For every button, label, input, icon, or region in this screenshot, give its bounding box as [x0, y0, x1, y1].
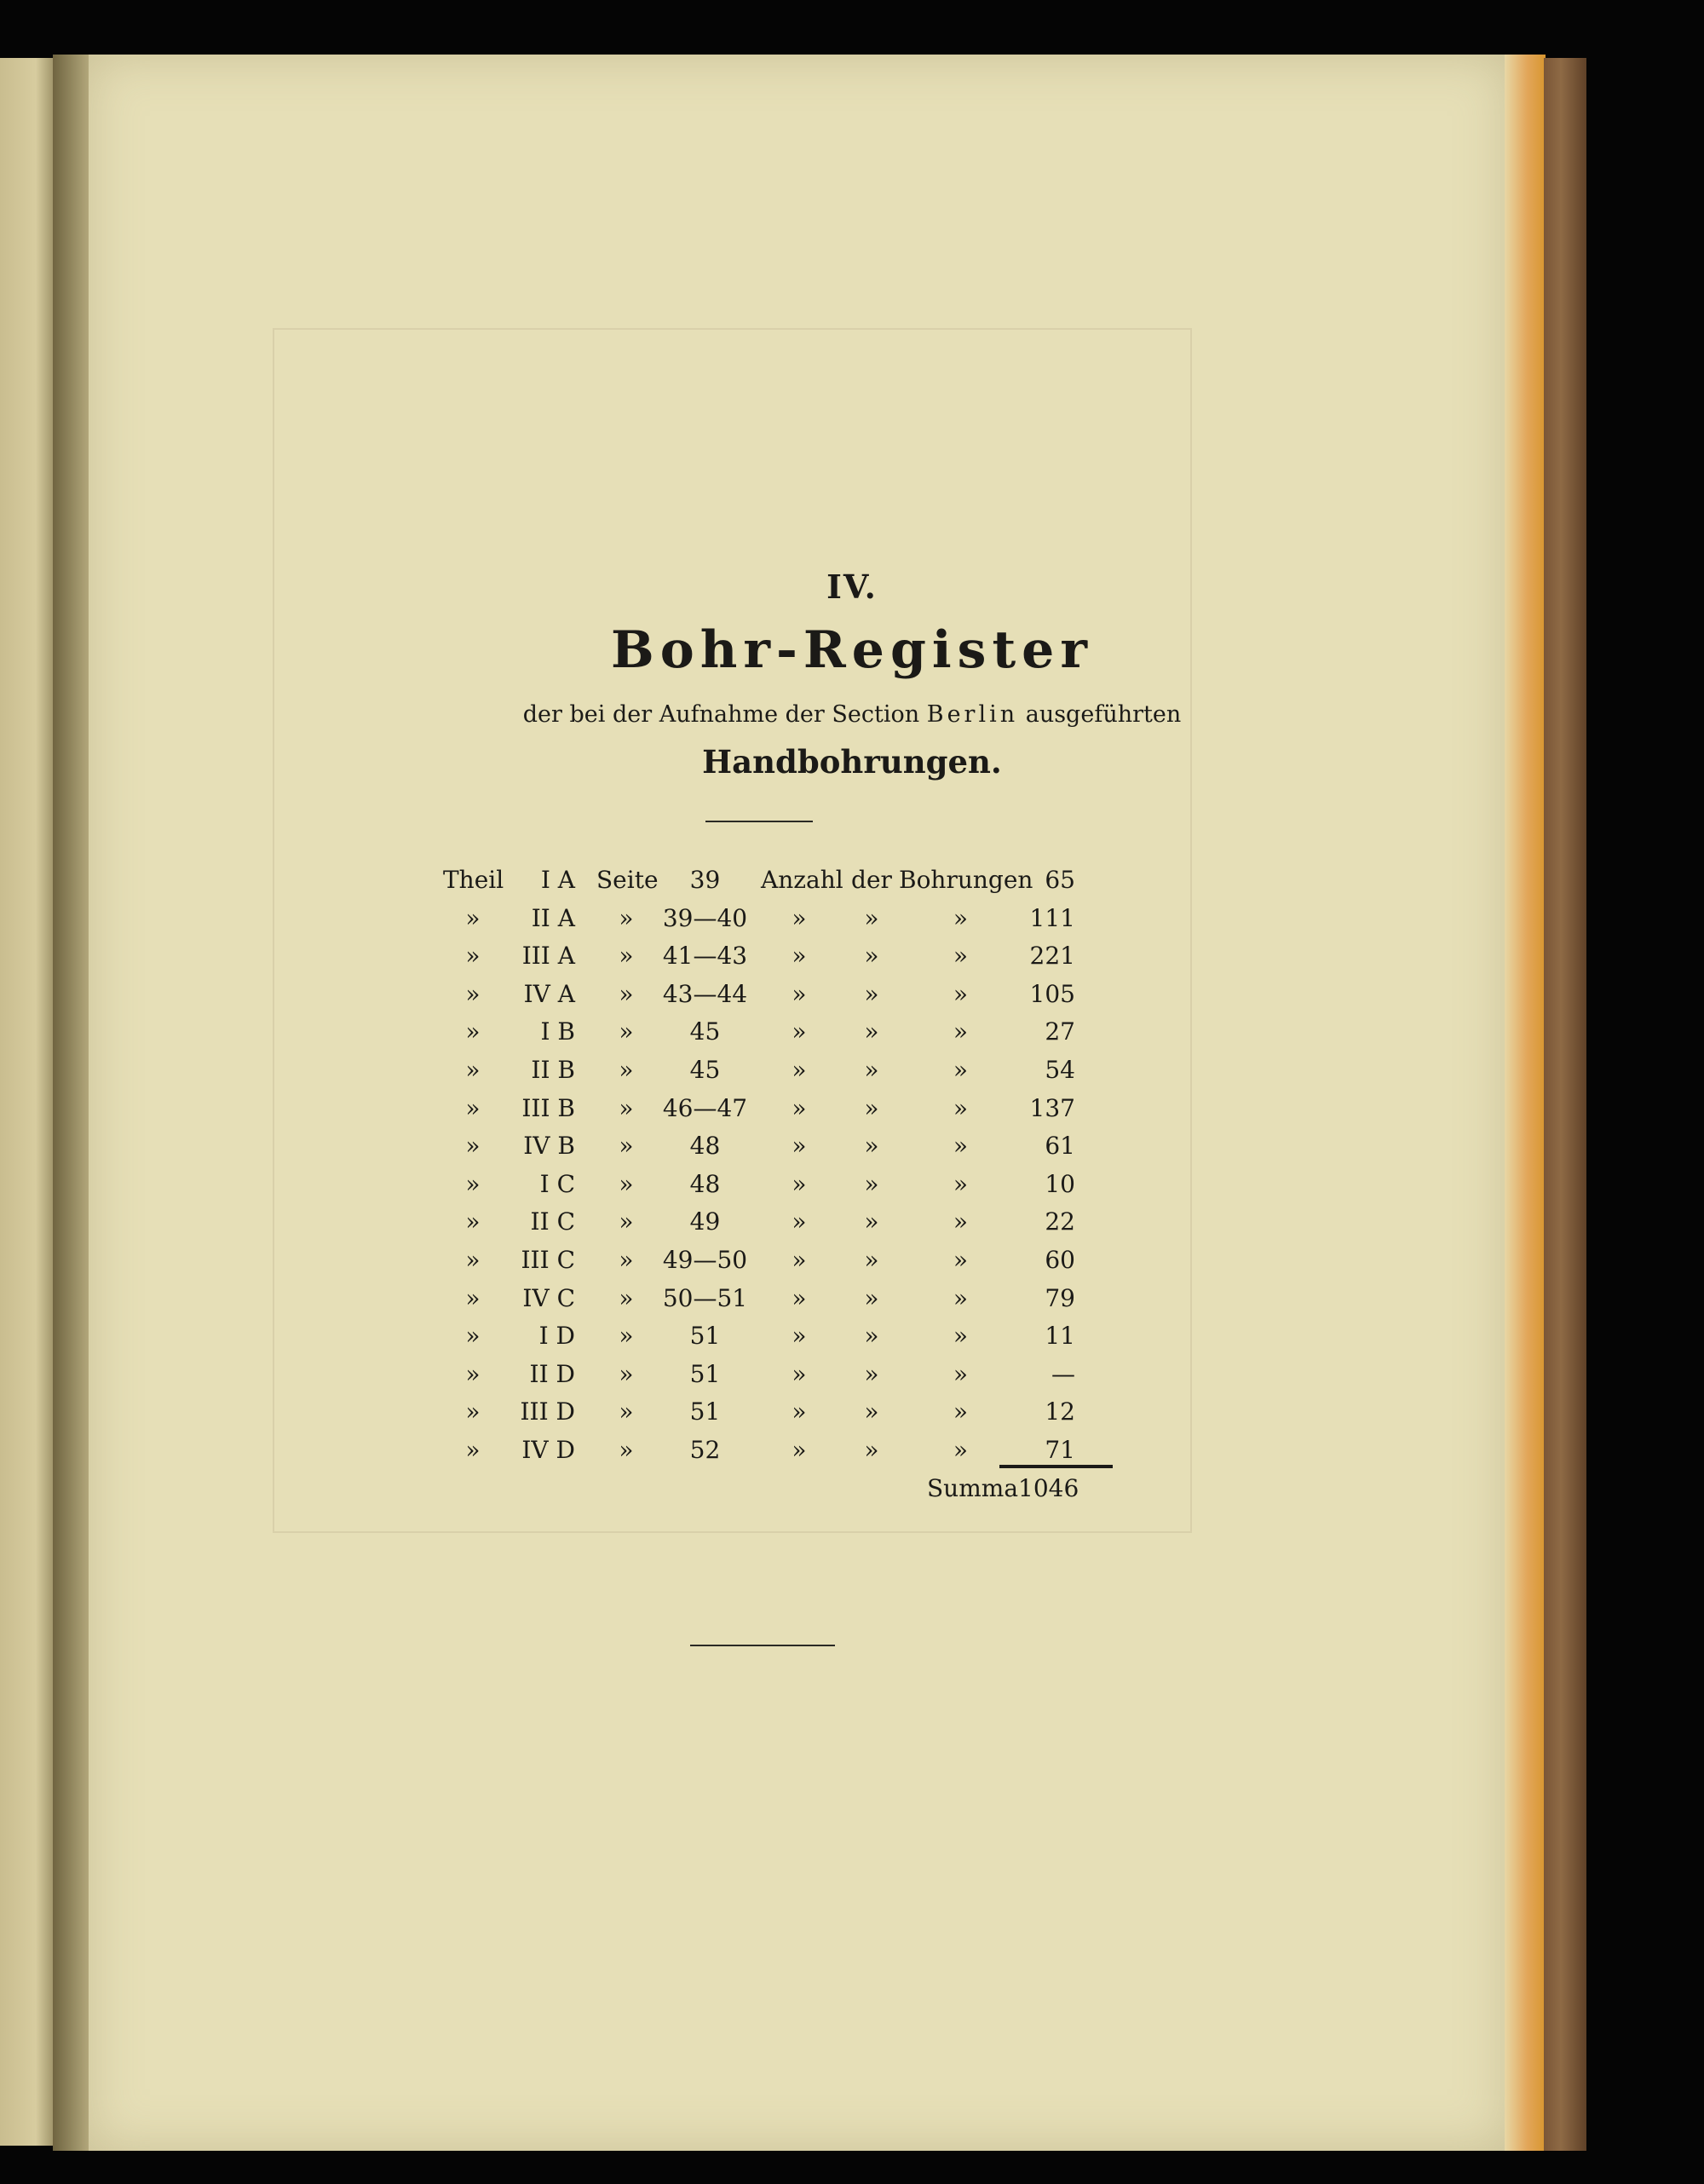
seite-cell: »	[619, 1283, 634, 1312]
count-cell: 71	[1045, 1436, 1075, 1464]
anzahl-cell: »	[792, 979, 807, 1008]
bohrungen-cell: »	[953, 1322, 969, 1351]
count-cell: 221	[1029, 942, 1075, 971]
pages-cell: 46—47	[662, 1093, 748, 1122]
table-row	[0, 1056, 1704, 1093]
pages-cell: 41—43	[662, 942, 748, 971]
seite-cell: »	[619, 903, 634, 932]
bohrungen-cell: »	[953, 1169, 969, 1198]
count-cell: 61	[1045, 1132, 1075, 1161]
seite-cell: »	[619, 1093, 634, 1122]
anzahl-cell: »	[792, 1132, 807, 1161]
sum-label: Summa	[927, 1474, 1019, 1502]
count-cell: 54	[1045, 1056, 1075, 1084]
part-cell: IV D	[521, 1436, 575, 1464]
der-cell: »	[864, 1017, 879, 1046]
table-row	[0, 1132, 1704, 1169]
count-cell: 12	[1045, 1397, 1075, 1426]
pages-cell: 39	[689, 866, 721, 894]
count-cell: 79	[1045, 1283, 1075, 1312]
anzahl-cell: »	[792, 1207, 807, 1236]
seite-cell: »	[619, 1169, 634, 1198]
count-cell: 137	[1029, 1093, 1075, 1122]
bohrungen-cell: »	[953, 1056, 969, 1084]
bohrungen-cell: »	[953, 1132, 969, 1161]
count-cell: 105	[1029, 979, 1075, 1008]
bohrungen-cell: »	[953, 979, 969, 1008]
seite-cell: »	[619, 1207, 634, 1236]
count-cell: 10	[1045, 1169, 1075, 1198]
theil-cell: »	[465, 1207, 481, 1236]
der-cell: »	[864, 1283, 879, 1312]
seite-cell: »	[619, 1132, 634, 1161]
bohrungen-cell: »	[953, 1397, 969, 1426]
part-cell: I C	[539, 1169, 575, 1198]
subtitle-part-b: ausgeführten	[1025, 701, 1182, 728]
theil-cell: »	[465, 1056, 481, 1084]
bohrungen-cell: »	[953, 1359, 969, 1388]
part-cell: II B	[531, 1056, 575, 1084]
anzahl-cell: »	[792, 1283, 807, 1312]
der-cell: »	[864, 1169, 879, 1198]
table-row	[0, 1094, 1704, 1132]
part-cell: III B	[521, 1093, 575, 1122]
table-row	[0, 1170, 1704, 1207]
der-cell: »	[864, 1132, 879, 1161]
anzahl-cell: »	[792, 1017, 807, 1046]
bohrungen-cell: »	[953, 903, 969, 932]
subtitle-part-a: der bei der Aufnahme der Section	[522, 701, 920, 728]
count-cell: 22	[1045, 1207, 1075, 1236]
bohrungen-cell: »	[953, 1207, 969, 1236]
bohrungen-cell: »	[953, 1246, 969, 1274]
seite-cell: »	[619, 942, 634, 971]
pages-cell: 45	[689, 1017, 721, 1046]
theil-cell: »	[465, 1322, 481, 1351]
seite-cell: »	[619, 1436, 634, 1464]
der-cell: »	[864, 979, 879, 1008]
table-row	[0, 1017, 1704, 1055]
page-title: Bohr-Register	[611, 620, 1093, 680]
theil-cell: »	[465, 1359, 481, 1388]
seite-cell: »	[619, 1017, 634, 1046]
table-row	[0, 1397, 1704, 1435]
der-cell: »	[864, 1246, 879, 1274]
part-cell: II A	[531, 903, 575, 932]
seite-cell: »	[619, 1359, 634, 1388]
table-row	[0, 942, 1704, 979]
der-cell: der	[851, 866, 892, 894]
part-cell: III C	[521, 1246, 575, 1274]
sum-rule	[999, 1465, 1113, 1468]
table-row	[0, 1246, 1704, 1283]
subtitle-section-name: Berlin	[926, 701, 1019, 728]
count-cell: —	[1051, 1359, 1075, 1388]
table-row	[0, 1284, 1704, 1322]
bohrungen-cell: »	[953, 1093, 969, 1122]
seite-cell: »	[619, 979, 634, 1008]
anzahl-cell: »	[792, 1093, 807, 1122]
part-cell: I B	[540, 1017, 575, 1046]
count-cell: 111	[1029, 903, 1075, 932]
theil-cell: »	[465, 1283, 481, 1312]
seite-cell: »	[619, 1056, 634, 1084]
divider-rule-top	[705, 821, 813, 822]
pages-cell: 48	[689, 1169, 721, 1198]
pages-cell: 43—44	[662, 979, 748, 1008]
der-cell: »	[864, 942, 879, 971]
sum-value: 1046	[1018, 1474, 1079, 1502]
theil-cell: »	[465, 1132, 481, 1161]
theil-cell: »	[465, 1397, 481, 1426]
bohrungen-cell: »	[953, 1017, 969, 1046]
anzahl-cell: »	[792, 903, 807, 932]
bohrungen-cell: »	[953, 1436, 969, 1464]
der-cell: »	[864, 1322, 879, 1351]
table-row	[0, 1360, 1704, 1397]
pages-cell: 51	[689, 1322, 721, 1351]
table-row	[0, 1436, 1704, 1473]
anzahl-cell: »	[792, 1436, 807, 1464]
pages-cell: 45	[689, 1056, 721, 1084]
pages-cell: 49—50	[662, 1246, 748, 1274]
part-cell: II C	[530, 1207, 575, 1236]
anzahl-cell: »	[792, 1169, 807, 1198]
pages-cell: 51	[689, 1359, 721, 1388]
der-cell: »	[864, 1397, 879, 1426]
pages-cell: 51	[689, 1397, 721, 1426]
count-cell: 60	[1045, 1246, 1075, 1274]
table-row	[0, 980, 1704, 1017]
bohrungen-cell: »	[953, 1283, 969, 1312]
bohrungen-cell: »	[953, 942, 969, 971]
pages-cell: 39—40	[662, 903, 748, 932]
table-row	[0, 866, 1704, 903]
seite-cell: Seite	[596, 866, 659, 894]
der-cell: »	[864, 1207, 879, 1236]
anzahl-cell: »	[792, 1397, 807, 1426]
bohrungen-cell: Bohrungen	[899, 866, 1033, 894]
page-subtitle-bold: Handbohrungen.	[702, 743, 1002, 781]
theil-cell: »	[465, 1093, 481, 1122]
pages-cell: 48	[689, 1132, 721, 1161]
part-cell: IV C	[522, 1283, 575, 1312]
part-cell: I A	[540, 866, 575, 894]
seite-cell: »	[619, 1322, 634, 1351]
anzahl-cell: »	[792, 1246, 807, 1274]
part-cell: IV B	[523, 1132, 575, 1161]
anzahl-cell: Anzahl	[761, 866, 843, 894]
theil-cell: »	[465, 1017, 481, 1046]
table-row	[0, 904, 1704, 942]
part-cell: I D	[538, 1322, 575, 1351]
seite-cell: »	[619, 1397, 634, 1426]
anzahl-cell: »	[792, 1056, 807, 1084]
table-row	[0, 1322, 1704, 1359]
divider-rule-bottom	[690, 1645, 835, 1646]
theil-cell: »	[465, 942, 481, 971]
part-cell: II D	[529, 1359, 575, 1388]
der-cell: »	[864, 1093, 879, 1122]
seite-cell: »	[619, 1246, 634, 1274]
theil-cell: »	[465, 1436, 481, 1464]
pages-cell: 52	[689, 1436, 721, 1464]
page-subtitle	[0, 701, 1704, 728]
der-cell: »	[864, 1436, 879, 1464]
der-cell: »	[864, 903, 879, 932]
part-cell: III D	[520, 1397, 575, 1426]
count-cell: 65	[1045, 866, 1075, 894]
theil-cell: Theil	[443, 866, 504, 894]
count-cell: 11	[1045, 1322, 1075, 1351]
part-cell: IV A	[523, 979, 575, 1008]
part-cell: III A	[521, 942, 575, 971]
pages-cell: 50—51	[662, 1283, 748, 1312]
der-cell: »	[864, 1359, 879, 1388]
pages-cell: 49	[689, 1207, 721, 1236]
anzahl-cell: »	[792, 1322, 807, 1351]
anzahl-cell: »	[792, 1359, 807, 1388]
der-cell: »	[864, 1056, 879, 1084]
theil-cell: »	[465, 1246, 481, 1274]
theil-cell: »	[465, 979, 481, 1008]
theil-cell: »	[465, 1169, 481, 1198]
anzahl-cell: »	[792, 942, 807, 971]
table-row	[0, 1207, 1704, 1245]
section-number: IV.	[826, 568, 878, 606]
count-cell: 27	[1045, 1017, 1075, 1046]
theil-cell: »	[465, 903, 481, 932]
